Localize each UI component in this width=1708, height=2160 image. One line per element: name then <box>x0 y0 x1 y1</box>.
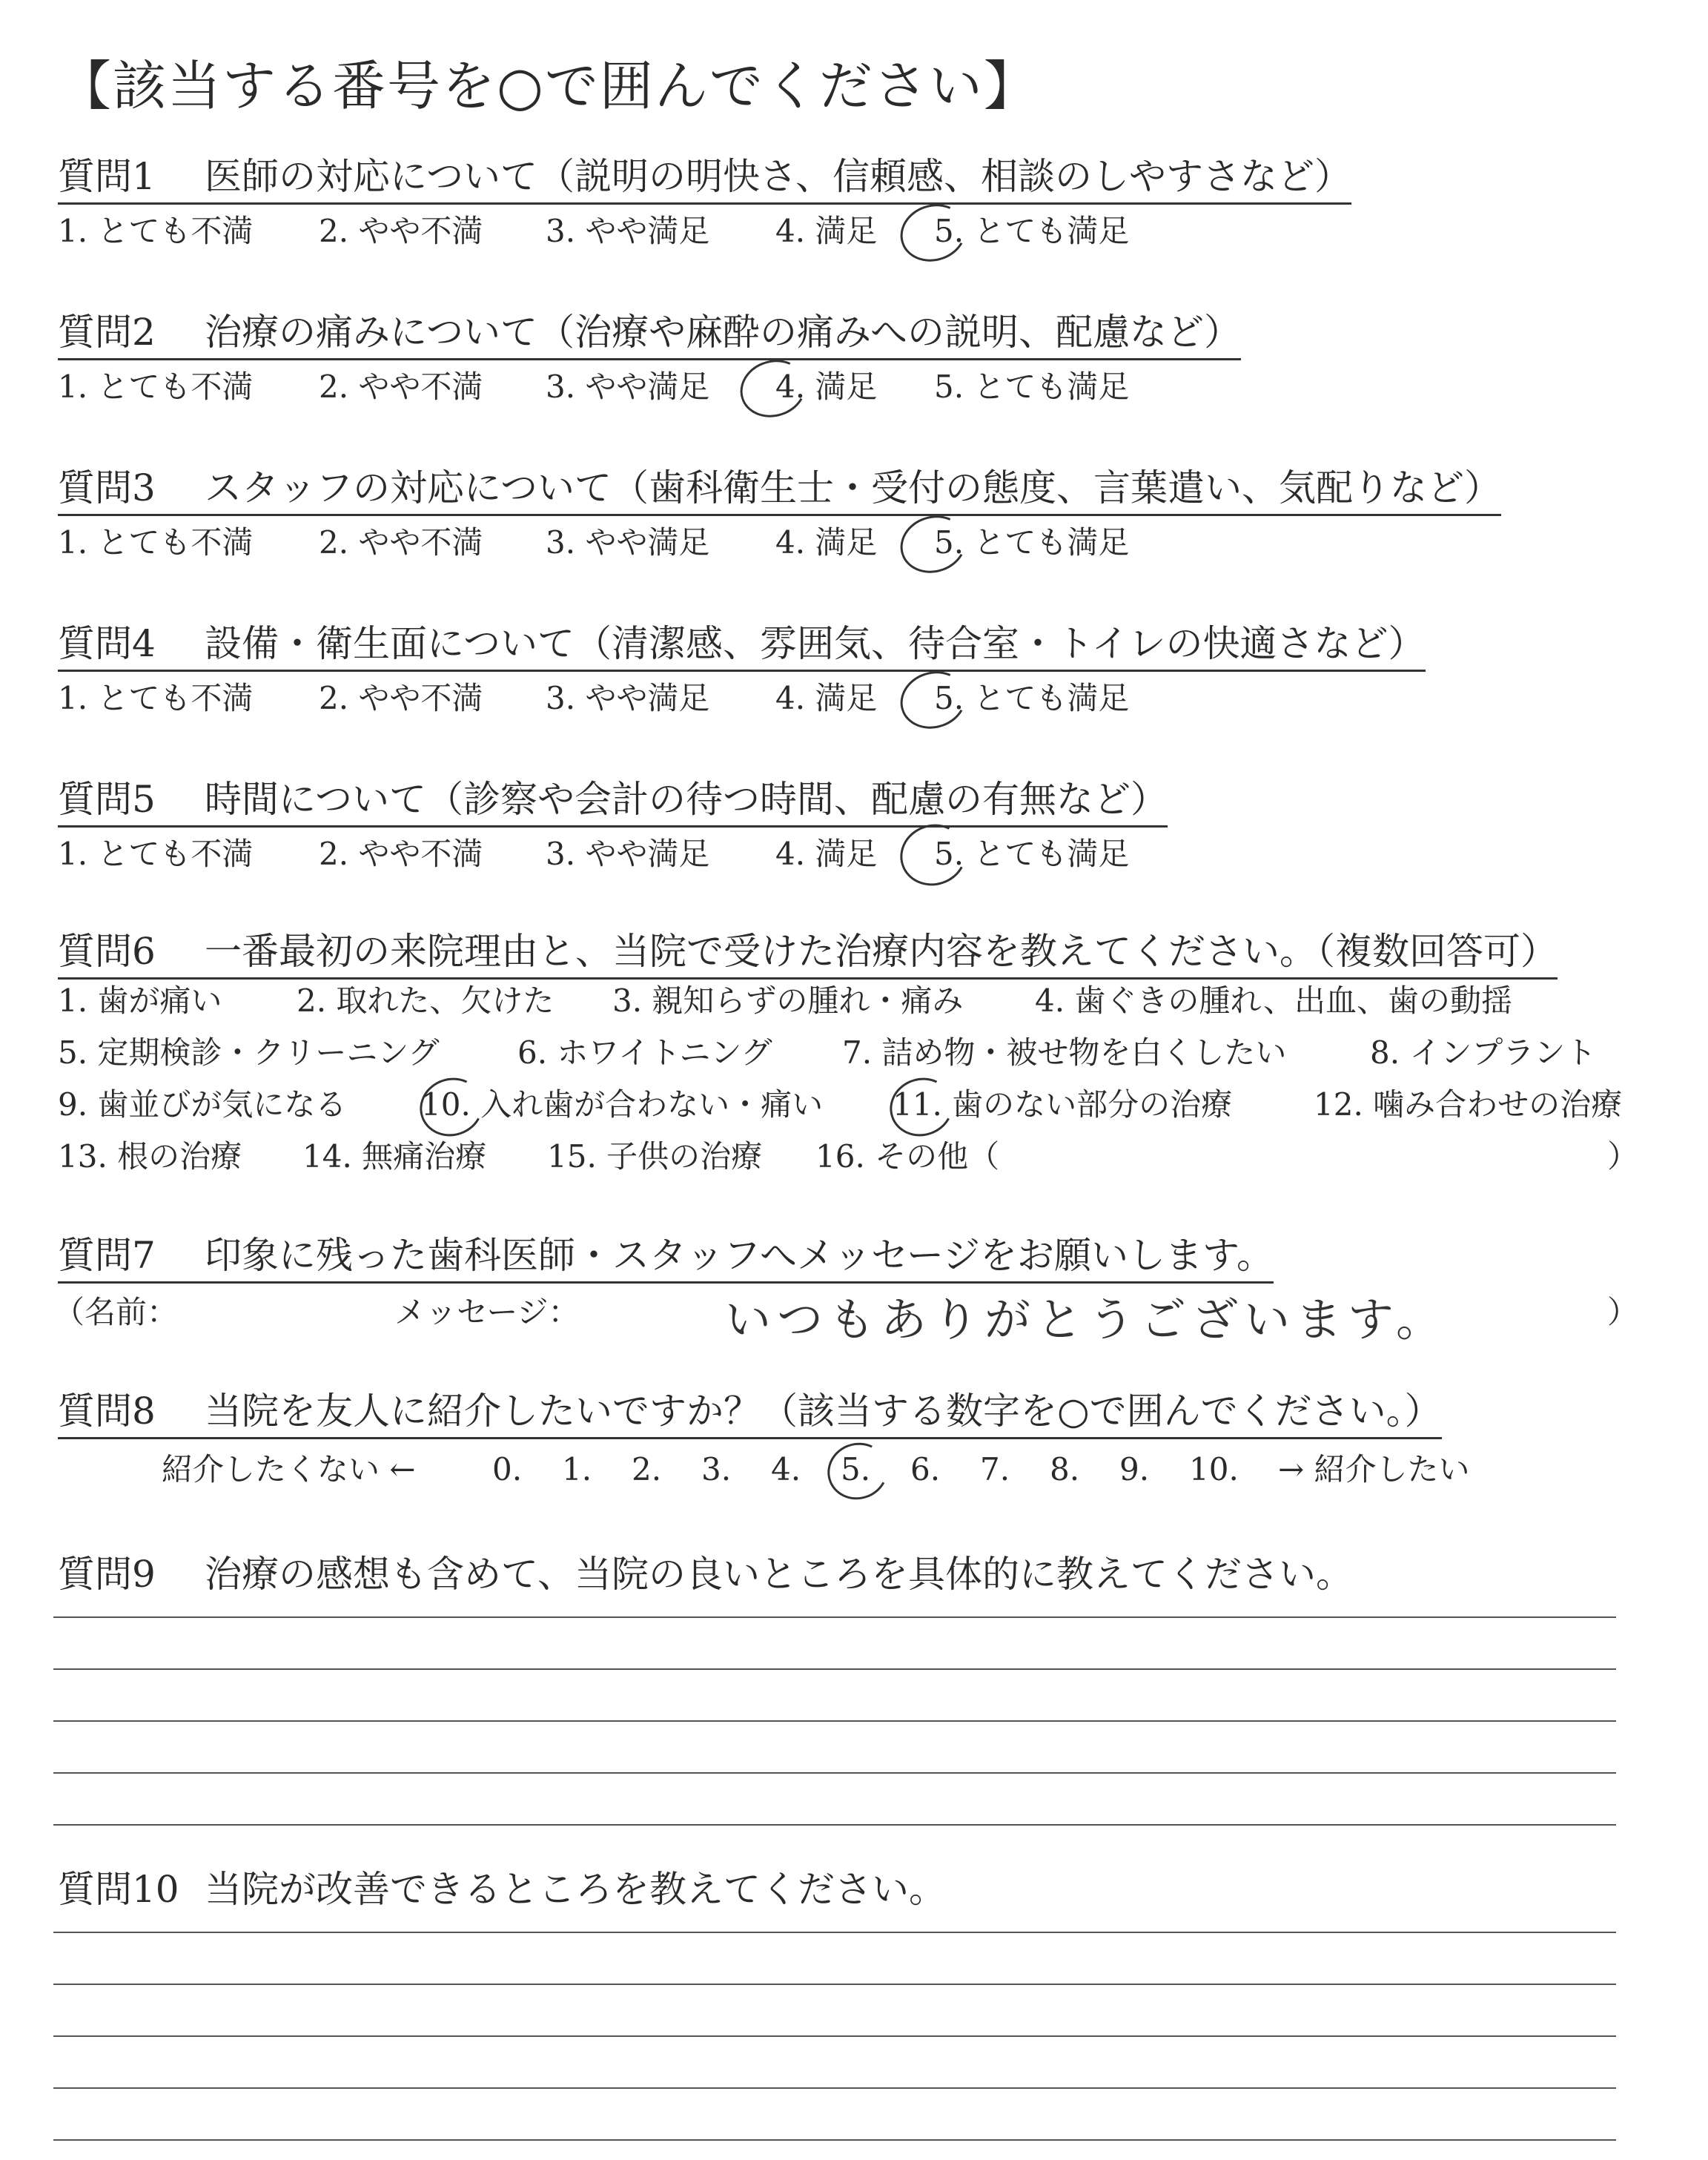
q3-answer-circle <box>893 507 973 581</box>
q8-option-7[interactable]: 7. <box>980 1451 1010 1487</box>
q7-name-label: （名前： <box>53 1294 179 1330</box>
q3-option-5[interactable]: 5. とても満足 <box>934 524 1130 561</box>
question-10-heading <box>58 1865 946 1915</box>
q1-option-1[interactable]: 1. とても不満 <box>58 213 254 249</box>
q8-option-5[interactable]: 5. <box>841 1451 871 1487</box>
question-3-heading <box>58 463 1501 516</box>
q6-option-10[interactable]: 10. 入れ歯が合わない・痛い <box>421 1086 824 1123</box>
question-1-text: 医師の対応について（説明の明快さ、信頼感、相談のしやすさなど） <box>205 155 1351 198</box>
q4-option-3[interactable]: 3. やや満足 <box>546 680 710 716</box>
q8-left-label: 紹介したくない ← <box>162 1451 416 1487</box>
q2-option-3[interactable]: 3. やや満足 <box>546 369 710 405</box>
q5-option-5[interactable]: 5. とても満足 <box>934 836 1130 872</box>
q2-option-4[interactable]: 4. 満足 <box>775 369 878 405</box>
q6-answer-circle-10 <box>412 1070 491 1145</box>
question-2-text: 治療の痛みについて（治療や麻酔の痛みへの説明、配慮など） <box>205 311 1241 354</box>
question-4-text: 設備・衛生面について（清潔感、雰囲気、待合室・トイレの快適さなど） <box>205 622 1426 665</box>
q6-option-9[interactable]: 9. 歯並びが気になる <box>58 1086 347 1123</box>
question-7-text: 印象に残った歯科医師・スタッフへメッセージをお願いします。 <box>205 1234 1274 1277</box>
q1-option-4[interactable]: 4. 満足 <box>775 213 878 249</box>
q8-option-3[interactable]: 3. <box>701 1451 732 1487</box>
q3-option-2[interactable]: 2. やや不満 <box>319 524 483 561</box>
q6-option-2[interactable]: 2. 取れた、欠けた <box>297 982 555 1019</box>
q6-option-14[interactable]: 14. 無痛治療 <box>302 1138 487 1175</box>
q6-option-16[interactable]: 16. その他（ <box>815 1138 1000 1175</box>
q7-close-paren: ） <box>1607 1294 1639 1330</box>
page-title: 【該当する番号を○で囲んでください】 <box>58 55 1039 117</box>
question-6-number: 質問6 <box>58 930 156 973</box>
q8-option-0[interactable]: 0. <box>492 1451 523 1487</box>
q8-option-2[interactable]: 2. <box>632 1451 662 1487</box>
q2-answer-circle <box>732 351 813 426</box>
q8-option-8[interactable]: 8. <box>1050 1451 1080 1487</box>
q1-option-2[interactable]: 2. やや不満 <box>319 213 483 249</box>
q9-answer-line[interactable] <box>53 1772 1616 1774</box>
question-3-number: 質問3 <box>58 466 156 509</box>
question-8-text: 当院を友人に紹介したいですか？（該当する数字を○で囲んでください。） <box>205 1390 1442 1433</box>
question-5-text: 時間について（診察や会計の待つ時間、配慮の有無など） <box>205 778 1168 821</box>
question-8-number: 質問8 <box>58 1390 156 1433</box>
question-6-text: 一番最初の来院理由と、当院で受けた治療内容を教えてください。（複数回答可） <box>205 930 1558 973</box>
question-10-text: 当院が改善できるところを教えてください。 <box>205 1868 946 1911</box>
question-10-number: 質問10 <box>58 1868 179 1911</box>
question-8-heading <box>58 1387 1442 1439</box>
question-7-number: 質問7 <box>58 1234 156 1277</box>
question-3-text: スタッフの対応について（歯科衛生士・受付の態度、言葉遣い、気配りなど） <box>205 466 1501 509</box>
q6-option-15[interactable]: 15. 子供の治療 <box>547 1138 763 1175</box>
q6-option-5[interactable]: 5. 定期検診・クリーニング <box>58 1034 440 1071</box>
q6-option-11[interactable]: 11. 歯のない部分の治療 <box>893 1086 1233 1123</box>
q8-option-4[interactable]: 4. <box>771 1451 801 1487</box>
question-2-number: 質問2 <box>58 311 156 354</box>
q10-answer-line[interactable] <box>53 1932 1616 1933</box>
q9-answer-line[interactable] <box>53 1616 1616 1618</box>
q1-option-3[interactable]: 3. やや満足 <box>546 213 710 249</box>
question-9-heading <box>58 1550 1353 1600</box>
q10-answer-line[interactable] <box>53 2087 1616 2089</box>
q7-message-label: メッセージ： <box>394 1294 580 1330</box>
q6-option-7[interactable]: 7. 詰め物・被せ物を白くしたい <box>842 1034 1287 1071</box>
question-9-number: 質問9 <box>58 1553 156 1596</box>
q10-answer-line[interactable] <box>53 2035 1616 2037</box>
q4-option-4[interactable]: 4. 満足 <box>775 680 878 716</box>
q10-answer-line[interactable] <box>53 2139 1616 2141</box>
q1-answer-circle <box>893 196 973 270</box>
q8-answer-circle <box>820 1435 895 1507</box>
q8-option-9[interactable]: 9. <box>1119 1451 1150 1487</box>
q5-option-2[interactable]: 2. やや不満 <box>319 836 483 872</box>
q5-option-1[interactable]: 1. とても不満 <box>58 836 254 872</box>
q6-option-4[interactable]: 4. 歯ぐきの腫れ、出血、歯の動揺 <box>1035 982 1512 1019</box>
q10-answer-line[interactable] <box>53 1984 1616 1985</box>
question-1-number: 質問1 <box>58 155 156 198</box>
question-4-number: 質問4 <box>58 622 156 665</box>
q1-option-5[interactable]: 5. とても満足 <box>934 213 1130 249</box>
question-6-heading <box>58 927 1558 980</box>
q3-option-1[interactable]: 1. とても不満 <box>58 524 254 561</box>
q5-option-4[interactable]: 4. 満足 <box>775 836 878 872</box>
question-4-heading <box>58 619 1426 672</box>
q9-answer-line[interactable] <box>53 1720 1616 1722</box>
question-9-text: 治療の感想も含めて、当院の良いところを具体的に教えてください。 <box>205 1553 1353 1596</box>
q8-right-label: → 紹介したい <box>1278 1451 1470 1487</box>
q4-option-5[interactable]: 5. とても満足 <box>934 680 1130 716</box>
q8-option-1[interactable]: 1. <box>562 1451 592 1487</box>
q6-option-8[interactable]: 8. インプラント <box>1370 1034 1597 1071</box>
q2-option-1[interactable]: 1. とても不満 <box>58 369 254 405</box>
q9-answer-line[interactable] <box>53 1668 1616 1670</box>
question-2-heading <box>58 308 1241 360</box>
q5-option-3[interactable]: 3. やや満足 <box>546 836 710 872</box>
q6-option-3[interactable]: 3. 親知らずの腫れ・痛み <box>612 982 964 1019</box>
q9-answer-line[interactable] <box>53 1824 1616 1826</box>
q3-option-3[interactable]: 3. やや満足 <box>546 524 710 561</box>
q4-option-2[interactable]: 2. やや不満 <box>319 680 483 716</box>
q2-option-2[interactable]: 2. やや不満 <box>319 369 483 405</box>
q7-message-handwritten[interactable]: いつもありがとうございます。 <box>725 1292 1449 1347</box>
q6-option-12[interactable]: 12. 噛み合わせの治療 <box>1314 1086 1623 1123</box>
q6-other-close-paren: ） <box>1607 1138 1639 1175</box>
q8-option-6[interactable]: 6. <box>910 1451 941 1487</box>
question-5-number: 質問5 <box>58 778 156 821</box>
q4-option-1[interactable]: 1. とても不満 <box>58 680 254 716</box>
q6-option-6[interactable]: 6. ホワイトニング <box>517 1034 772 1071</box>
q4-answer-circle <box>893 663 973 737</box>
question-1-heading <box>58 152 1351 205</box>
q6-option-1[interactable]: 1. 歯が痛い <box>58 982 222 1019</box>
question-5-heading <box>58 775 1168 828</box>
question-7-heading <box>58 1231 1274 1284</box>
q6-answer-circle-11 <box>882 1070 961 1145</box>
q2-option-5[interactable]: 5. とても満足 <box>934 369 1130 405</box>
q6-option-13[interactable]: 13. 根の治療 <box>58 1138 242 1175</box>
q3-option-4[interactable]: 4. 満足 <box>775 524 878 561</box>
q8-option-10[interactable]: 10. <box>1189 1451 1239 1487</box>
